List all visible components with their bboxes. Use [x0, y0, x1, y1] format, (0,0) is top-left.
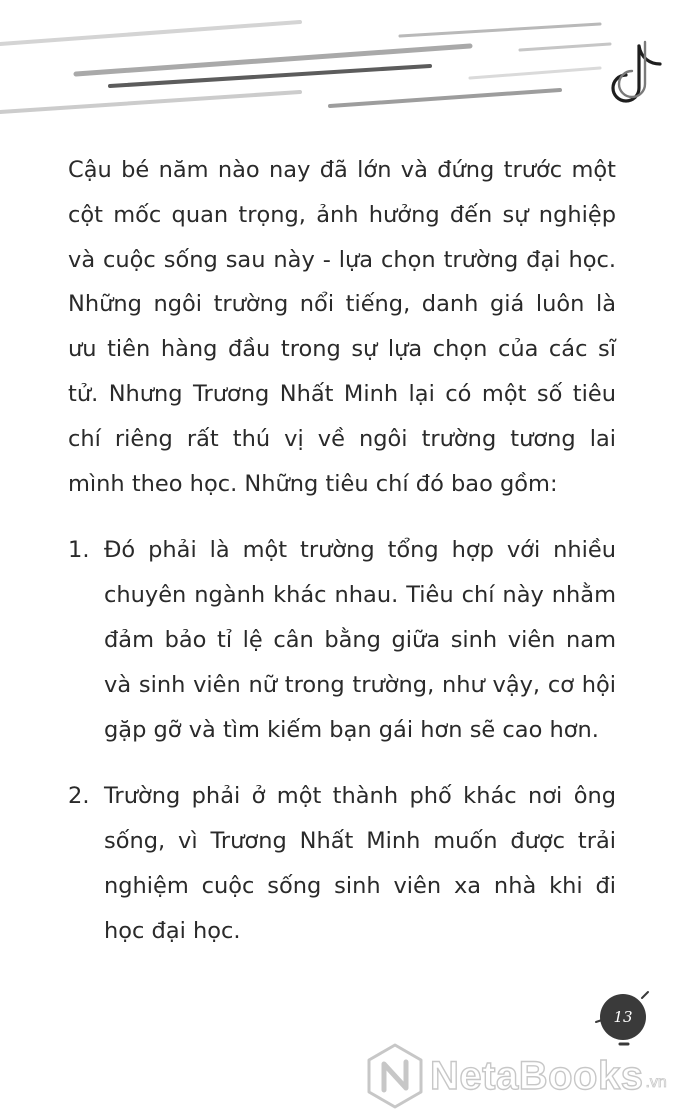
header-decoration: [0, 0, 700, 130]
watermark-suffix: .vn: [645, 1074, 667, 1091]
intro-paragraph: Cậu bé năm nào nay đã lớn và đứng trước một cột mốc quan trọng, ảnh hưởng đến sự nghiệp và cuộc sống sau này - lựa chọn trường đại học. Những ngôi trường nổi tiếng, danh giá luôn là ưu tiên hàng đầu trong sự lựa chọn của các sĩ tử. Nhưng Trương Nhất Minh lại có một số tiêu chí riêng rất thú vị về ngôi trường tương lai mình theo học. Những tiêu chí đó bao gồm:: [68, 157, 616, 497]
list-item: [68, 528, 616, 752]
watermark-brand: NetaBooks: [430, 1053, 644, 1098]
criteria-list: [68, 528, 616, 953]
list-item-number: 2.: [68, 783, 90, 810]
tiktok-note-icon: [613, 42, 660, 101]
page-number: 13: [613, 1008, 633, 1026]
header-speed-lines: [0, 22, 610, 112]
list-item-text: Trường phải ở một thành phố khác nơi ông sống, vì Trương Nhất Minh muốn được trải nghiệm cuộc sống sinh viên xa nhà khi đi học đại học.: [104, 783, 616, 944]
netabooks-hexagon-icon: [364, 1042, 426, 1110]
list-item-text: Đó phải là một trường tổng hợp với nhiều chuyên ngành khác nhau. Tiêu chí này nhằm đảm bảo tỉ lệ cân bằng giữa sinh viên nam và sinh viên nữ trong trường, như vậy, cơ hội gặp gỡ và tìm kiếm bạn gái hơn sẽ cao hơn.: [104, 537, 616, 743]
netabooks-watermark: [364, 1040, 694, 1112]
list-item: [68, 774, 616, 953]
list-item-number: 1.: [68, 537, 90, 564]
main-content: [68, 148, 616, 954]
